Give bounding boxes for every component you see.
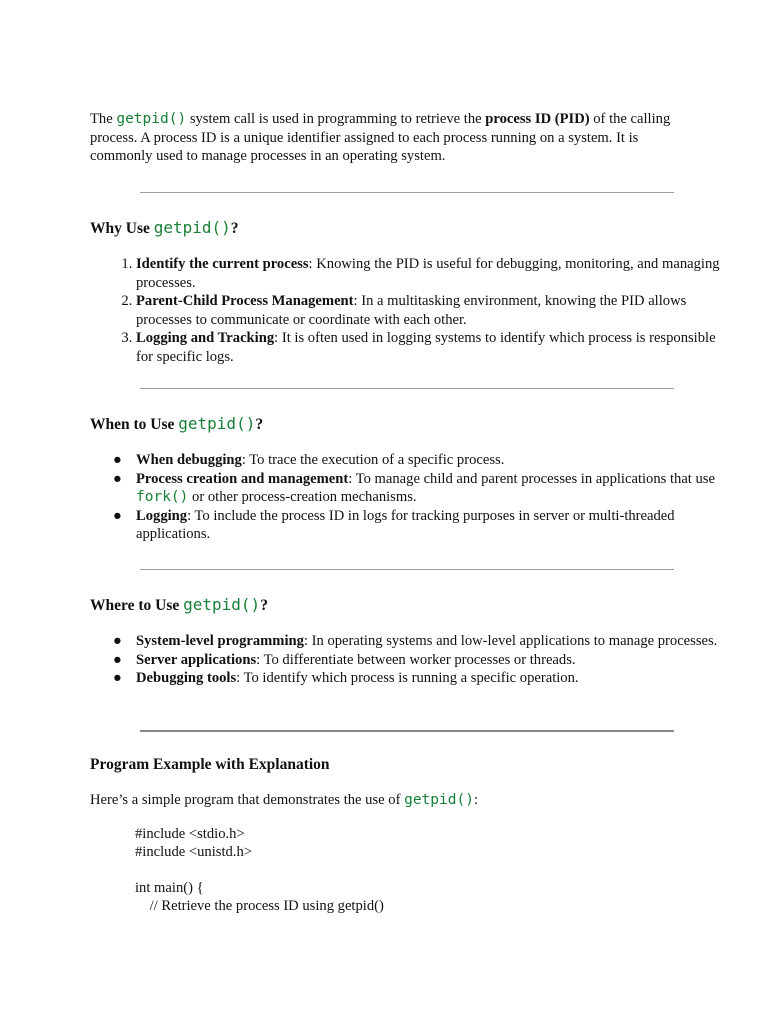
- when-item-2-text: : To manage child and parent processes in applications that use: [348, 470, 715, 487]
- intro-text-2: system call is used in programming to retrieve the: [186, 111, 486, 127]
- where-item-2-text: : To differentiate between worker processes or threads.: [256, 651, 576, 668]
- where-item-1: [113, 632, 726, 651]
- when-item-3-text: : To include the process ID in logs for tracking purposes in server or multi-threaded applications.: [136, 507, 675, 542]
- intro-paragraph: [90, 110, 680, 166]
- intro-text-1: The: [90, 111, 117, 127]
- where-item-1-text: : In operating systems and low-level applications to manage processes.: [303, 633, 718, 649]
- divider-3: [140, 569, 674, 570]
- why-list: [90, 255, 726, 366]
- where-item-3: [113, 669, 726, 688]
- why-item-2-bold: Parent-Child Process Management: [136, 293, 354, 309]
- bullet: ●: [113, 633, 122, 649]
- bullet: ●: [113, 651, 122, 668]
- why-item-3-bold: Logging and Tracking: [136, 330, 275, 346]
- code-line-2: #include <unistd.h>: [135, 844, 252, 860]
- example-lead: [90, 791, 680, 810]
- where-item-2: [113, 651, 726, 670]
- where-list: [90, 632, 726, 688]
- why-item-2-text: : In a multitasking environment, knowing the PID allows processes to communicate or coordinate with each other.: [136, 293, 687, 328]
- why-item-1-bold: Identify the current process: [136, 256, 309, 272]
- why-heading: [90, 218, 239, 239]
- where-heading: [90, 595, 268, 616]
- fork-code: fork(): [136, 489, 189, 505]
- when-list: [90, 451, 726, 544]
- when-item-2-text-2: or other process-creation mechanisms.: [188, 489, 417, 505]
- divider-2: [140, 388, 674, 389]
- when-heading-qmark: ?: [255, 416, 264, 433]
- code-line-1: #include <stdio.h>: [135, 826, 245, 842]
- when-item-3: [113, 507, 726, 544]
- intro-pid-bold: process ID (PID): [485, 111, 590, 127]
- why-heading-code: getpid(): [153, 218, 231, 237]
- example-lead-text: Here’s a simple program that demonstrates the use of: [90, 792, 405, 808]
- why-item-3-text: : It is often used in logging systems to identify which process is responsible for specific logs.: [136, 330, 716, 365]
- when-item-1-text: : To trace the execution of a specific process.: [241, 452, 505, 468]
- why-item-3: [136, 329, 726, 366]
- where-heading-code: getpid(): [183, 595, 261, 614]
- why-item-1-text: : Knowing the PID is useful for debugging, monitoring, and managing processes.: [136, 256, 720, 291]
- code-line-5: // Retrieve the process ID using getpid(): [135, 898, 384, 914]
- bullet: ●: [113, 452, 122, 468]
- why-heading-text: Why Use: [90, 220, 154, 237]
- when-item-3-bold: Logging: [136, 507, 188, 524]
- when-item-1: [113, 451, 726, 470]
- where-item-1-bold: System-level programming: [136, 633, 304, 649]
- example-lead-colon: :: [473, 792, 478, 808]
- when-heading-code: getpid(): [178, 414, 256, 433]
- why-item-2: [136, 292, 726, 329]
- code-line-4: int main() {: [135, 880, 204, 896]
- why-item-1: [136, 255, 726, 292]
- when-item-2-bold: Process creation and management: [136, 470, 349, 487]
- bullet: ●: [113, 470, 122, 487]
- when-heading-text: When to Use: [90, 416, 179, 433]
- where-item-3-text: : To identify which process is running a specific operation.: [236, 670, 579, 686]
- divider-4: [140, 730, 674, 732]
- where-heading-qmark: ?: [260, 597, 268, 614]
- example-lead-code: getpid(): [404, 792, 474, 808]
- intro-text-3: of the calling process. A process ID is a unique identifier assigned to each process running on a system. It is commonly used to manage processes in an operating system.: [90, 111, 671, 164]
- bullet: ●: [113, 507, 122, 524]
- divider-1: [140, 192, 674, 193]
- when-heading: [90, 414, 263, 435]
- where-item-3-bold: Debugging tools: [136, 670, 237, 686]
- example-heading: Program Example with Explanation: [90, 756, 330, 773]
- where-item-2-bold: Server applications: [136, 651, 257, 668]
- bullet: ●: [113, 670, 122, 686]
- where-heading-text: Where to Use: [90, 597, 184, 614]
- intro-getpid-code: getpid(): [116, 111, 187, 127]
- when-item-2: [113, 470, 726, 507]
- when-item-1-bold: When debugging: [136, 452, 242, 468]
- why-heading-qmark: ?: [230, 220, 239, 237]
